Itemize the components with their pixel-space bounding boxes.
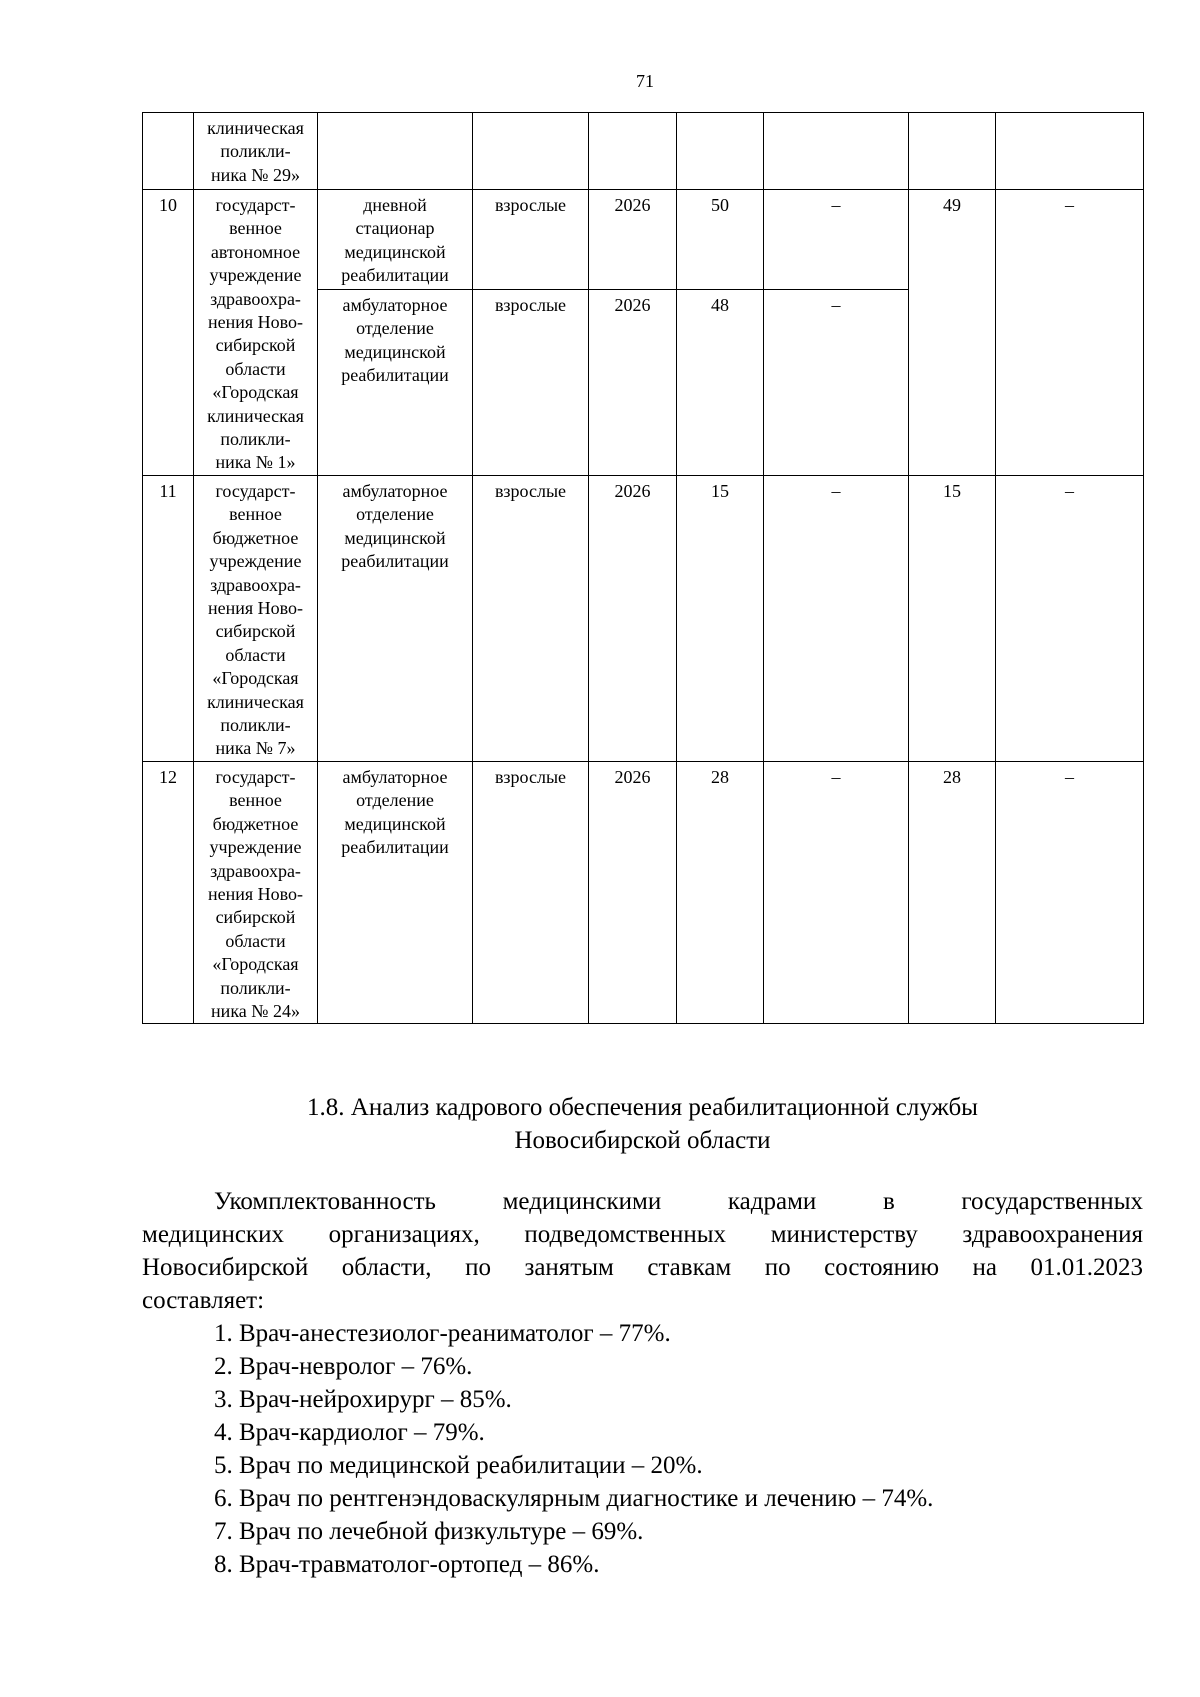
paragraph-line: Укомплектованность медицинскими кадрами в государственных [214, 1188, 1143, 1215]
cell-total: 49 [909, 190, 996, 476]
cell-unit: дневной стационар медицинской реабилитации [318, 190, 473, 290]
cell-year: 2026 [589, 190, 677, 290]
paragraph-line: составляет: [142, 1287, 265, 1314]
list-item: 1. Врач-анестезиолог-реаниматолог – 77%. [214, 1320, 671, 1347]
cell-value: 28 [677, 762, 764, 1024]
list-item: 4. Врач-кардиолог – 79%. [214, 1419, 485, 1446]
paragraph-line: медицинских организациях, подведомственных министерству здравоохранения [142, 1221, 1143, 1248]
list-item: 6. Врач по рентгенэндоваскулярным диагностике и лечению – 74%. [214, 1485, 934, 1512]
section-title [142, 1091, 1143, 1157]
cell-category: взрослые [473, 290, 589, 476]
cell-dash: – [764, 290, 909, 476]
cell-category: взрослые [473, 762, 589, 1024]
list-item: 3. Врач-нейрохирург – 85%. [214, 1386, 512, 1413]
staffing-list [214, 1317, 933, 1581]
cell-year: 2026 [589, 476, 677, 762]
table-row [143, 476, 1144, 762]
table-row [143, 762, 1144, 1024]
cell-organization: государст- венное автономное учреждение здравоохра- нения Ново- сибирской области «Городская клиническая поликли- ника № 1» [194, 190, 318, 476]
cell-number [143, 113, 194, 190]
cell-total: 28 [909, 762, 996, 1024]
cell-total: 15 [909, 476, 996, 762]
list-item: 2. Врач-невролог – 76%. [214, 1353, 473, 1380]
list-item: 7. Врач по лечебной физкультуре – 69%. [214, 1518, 644, 1545]
cell-unit: амбулаторное отделение медицинской реабилитации [318, 762, 473, 1024]
cell-organization: государст- венное бюджетное учреждение здравоохра- нения Ново- сибирской области «Городская поликли- ника № 24» [194, 762, 318, 1024]
list-item: 5. Врач по медицинской реабилитации – 20%. [214, 1452, 703, 1479]
cell-dash: – [996, 190, 1144, 476]
list-item: 8. Врач-травматолог-ортопед – 86%. [214, 1551, 600, 1578]
cell-value: 15 [677, 476, 764, 762]
cell-number: 11 [143, 476, 194, 762]
cell-dash: – [764, 476, 909, 762]
cell-dash: – [764, 762, 909, 1024]
cell-year: 2026 [589, 290, 677, 476]
facilities-table [142, 112, 1144, 1024]
cell-value: 48 [677, 290, 764, 476]
cell-category: взрослые [473, 476, 589, 762]
cell-dash: – [996, 476, 1144, 762]
table-row [143, 190, 1144, 290]
cell-year: 2026 [589, 762, 677, 1024]
table-row [143, 113, 1144, 190]
cell-number: 10 [143, 190, 194, 476]
cell-organization: клиническая поликли- ника № 29» [194, 113, 318, 190]
section-title-line: Новосибирской области [514, 1127, 771, 1154]
cell-dash: – [996, 762, 1144, 1024]
cell-unit: амбулаторное отделение медицинской реабилитации [318, 290, 473, 476]
paragraph-line: Новосибирской области, по занятым ставкам по состоянию на 01.01.2023 [142, 1254, 1143, 1281]
cell-value: 50 [677, 190, 764, 290]
cell-organization: государст- венное бюджетное учреждение здравоохра- нения Ново- сибирской области «Городская клиническая поликли- ника № 7» [194, 476, 318, 762]
cell-number: 12 [143, 762, 194, 1024]
body-paragraph [142, 1185, 1143, 1317]
cell-category: взрослые [473, 190, 589, 290]
cell-unit: амбулаторное отделение медицинской реабилитации [318, 476, 473, 762]
section-title-line: 1.8. Анализ кадрового обеспечения реабилитационной службы [307, 1094, 978, 1121]
cell-dash: – [764, 190, 909, 290]
page-number: 71 [636, 71, 654, 91]
